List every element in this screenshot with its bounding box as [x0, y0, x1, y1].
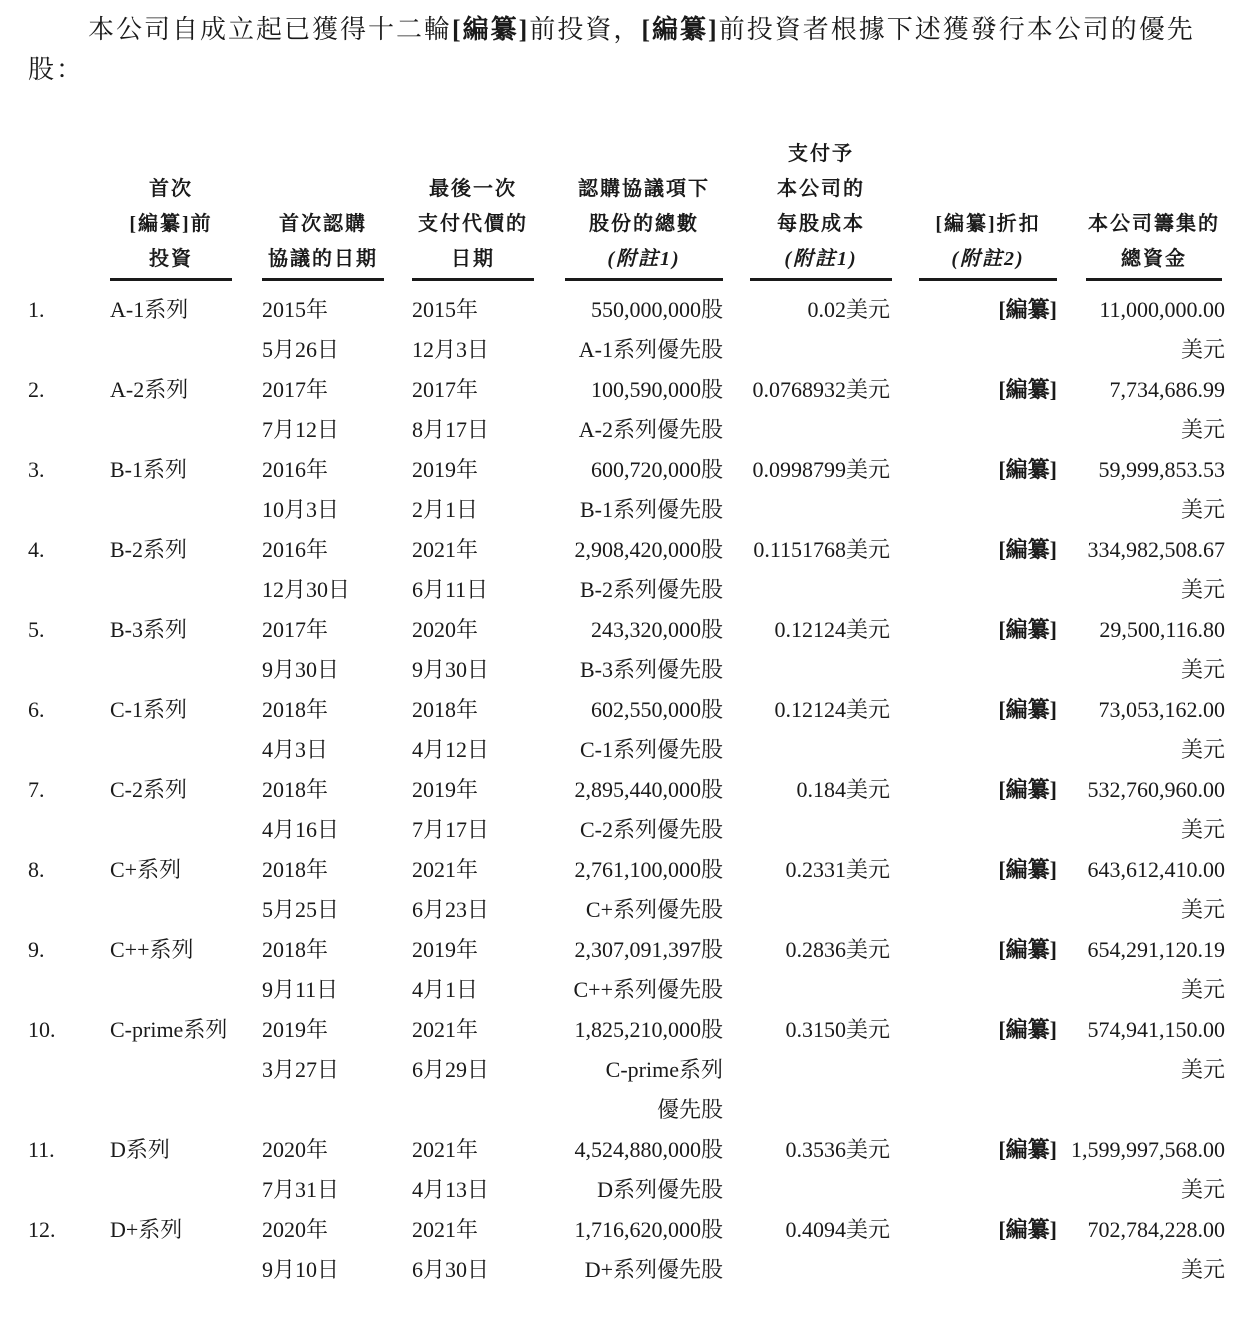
- total-shares: A-1系列優先股: [578, 337, 723, 362]
- last-payment-date: 4月1日: [412, 977, 479, 1002]
- funds-raised: 美元: [1180, 337, 1225, 362]
- first-subscription-date: 2018年: [262, 777, 329, 802]
- header-first-date-line2: 協議的日期: [268, 248, 378, 270]
- last-payment-date: 2021年: [412, 857, 479, 882]
- funds-raised: 美元: [1180, 977, 1225, 1002]
- row-number: 10.: [28, 1017, 56, 1042]
- row-number: 4.: [28, 537, 45, 562]
- total-shares: 1,716,620,000股: [574, 1217, 723, 1242]
- funds-raised: 1,599,997,568.00: [1071, 1137, 1225, 1162]
- header-cost-line3: 每股成本: [777, 213, 865, 235]
- header-series-line3: 投資: [149, 248, 193, 270]
- first-subscription-date: 2020年: [262, 1137, 329, 1162]
- series-name: D+系列: [110, 1217, 183, 1242]
- funds-raised: 532,760,960.00: [1087, 777, 1225, 802]
- header-last-date: [412, 172, 534, 277]
- first-subscription-date: 12月30日: [262, 577, 351, 602]
- discount-redacted: [編纂]: [998, 1217, 1057, 1242]
- total-shares: C-prime系列: [605, 1057, 723, 1082]
- header-rule-cost: [750, 278, 892, 281]
- funds-raised: 美元: [1180, 1257, 1225, 1282]
- row-number: 8.: [28, 857, 45, 882]
- discount-redacted: [編纂]: [998, 1017, 1057, 1042]
- total-shares: B-1系列優先股: [579, 497, 723, 522]
- last-payment-date: 2021年: [412, 1017, 479, 1042]
- first-subscription-date: 10月3日: [262, 497, 340, 522]
- first-subscription-date: 2016年: [262, 537, 329, 562]
- first-subscription-date: 2018年: [262, 857, 329, 882]
- header-rule-raised: [1086, 278, 1222, 281]
- cost-per-share: 0.0768932美元: [752, 377, 890, 402]
- header-shares-line2: 股份的總數: [589, 213, 699, 235]
- discount-redacted: [編纂]: [998, 617, 1057, 642]
- first-subscription-date: 2018年: [262, 697, 329, 722]
- funds-raised: 美元: [1180, 497, 1225, 522]
- discount-redacted: [編纂]: [998, 697, 1057, 722]
- header-cost: [750, 137, 892, 277]
- header-rule-last-date: [412, 278, 534, 281]
- series-name: C+系列: [110, 857, 182, 882]
- last-payment-date: 6月30日: [412, 1257, 490, 1282]
- row-number: 12.: [28, 1217, 56, 1242]
- last-payment-date: 2021年: [412, 1137, 479, 1162]
- cost-per-share: 0.4094美元: [785, 1217, 890, 1242]
- series-name: C-1系列: [110, 697, 188, 722]
- cost-per-share: 0.3150美元: [785, 1017, 890, 1042]
- last-payment-date: 8月17日: [412, 417, 490, 442]
- funds-raised: 7,734,686.99: [1109, 377, 1225, 402]
- last-payment-date: 6月29日: [412, 1057, 490, 1082]
- header-cost-line1: 支付予: [788, 143, 854, 165]
- funds-raised: 11,000,000.00: [1099, 297, 1225, 322]
- first-subscription-date: 4月16日: [262, 817, 340, 842]
- intro-text-3: 前投資者根據下述獲發行本公司的優先股：: [28, 15, 1195, 84]
- header-last-date-line1: 最後一次: [429, 178, 517, 200]
- series-name: A-1系列: [110, 297, 189, 322]
- total-shares: C+系列優先股: [585, 897, 723, 922]
- funds-raised: 643,612,410.00: [1087, 857, 1225, 882]
- first-subscription-date: 2018年: [262, 937, 329, 962]
- header-series-line1: 首次: [149, 178, 193, 200]
- total-shares: C++系列優先股: [573, 977, 723, 1002]
- series-name: B-2系列: [110, 537, 188, 562]
- last-payment-date: 12月3日: [412, 337, 490, 362]
- cost-per-share: 0.2836美元: [785, 937, 890, 962]
- cost-per-share: 0.02美元: [807, 297, 890, 322]
- total-shares: A-2系列優先股: [578, 417, 723, 442]
- last-payment-date: 2021年: [412, 1217, 479, 1242]
- funds-raised: 574,941,150.00: [1087, 1017, 1225, 1042]
- first-subscription-date: 7月31日: [262, 1177, 340, 1202]
- last-payment-date: 4月12日: [412, 737, 490, 762]
- last-payment-date: 2015年: [412, 297, 479, 322]
- row-number: 5.: [28, 617, 45, 642]
- row-number: 3.: [28, 457, 45, 482]
- last-payment-date: 7月17日: [412, 817, 490, 842]
- first-subscription-date: 4月3日: [262, 737, 329, 762]
- row-number: 6.: [28, 697, 45, 722]
- total-shares: 4,524,880,000股: [574, 1137, 723, 1162]
- last-payment-date: 2019年: [412, 937, 479, 962]
- header-rule-discount: [919, 278, 1057, 281]
- cost-per-share: 0.0998799美元: [752, 457, 890, 482]
- total-shares: B-3系列優先股: [579, 657, 723, 682]
- cost-per-share: 0.12124美元: [774, 617, 890, 642]
- first-subscription-date: 2016年: [262, 457, 329, 482]
- series-name: B-3系列: [110, 617, 188, 642]
- series-name: B-1系列: [110, 457, 188, 482]
- last-payment-date: 2019年: [412, 777, 479, 802]
- header-shares-note: (附註1): [607, 248, 681, 270]
- funds-raised: 美元: [1180, 897, 1225, 922]
- total-shares: C-1系列優先股: [579, 737, 723, 762]
- header-first-date-line1: 首次認購: [279, 213, 367, 235]
- last-payment-date: 2018年: [412, 697, 479, 722]
- total-shares: C-2系列優先股: [579, 817, 723, 842]
- header-last-date-line3: 日期: [451, 248, 495, 270]
- series-name: C-2系列: [110, 777, 188, 802]
- header-discount-line1: [編纂]折扣: [935, 213, 1041, 235]
- header-raised-line2: 總資金: [1121, 248, 1187, 270]
- first-subscription-date: 2017年: [262, 617, 329, 642]
- total-shares: 100,590,000股: [590, 377, 723, 402]
- discount-redacted: [編纂]: [998, 377, 1057, 402]
- header-raised-line1: 本公司籌集的: [1088, 213, 1220, 235]
- last-payment-date: 2月1日: [412, 497, 479, 522]
- last-payment-date: 2019年: [412, 457, 479, 482]
- funds-raised: 美元: [1180, 1057, 1225, 1082]
- row-number: 9.: [28, 937, 45, 962]
- header-rule-first-date: [262, 278, 384, 281]
- funds-raised: 美元: [1180, 1177, 1225, 1202]
- first-subscription-date: 2015年: [262, 297, 329, 322]
- first-subscription-date: 5月26日: [262, 337, 340, 362]
- last-payment-date: 6月23日: [412, 897, 490, 922]
- series-name: C-prime系列: [110, 1017, 228, 1042]
- funds-raised: 美元: [1180, 577, 1225, 602]
- header-shares-line1: 認購協議項下: [578, 178, 710, 200]
- first-subscription-date: 7月12日: [262, 417, 340, 442]
- intro-text-1: 本公司自成立起已獲得十二輪: [88, 15, 453, 44]
- funds-raised: 702,784,228.00: [1087, 1217, 1225, 1242]
- discount-redacted: [編纂]: [998, 857, 1057, 882]
- funds-raised: 美元: [1180, 657, 1225, 682]
- header-cost-line2: 本公司的: [777, 178, 865, 200]
- total-shares: 2,761,100,000股: [574, 857, 723, 882]
- header-last-date-line2: 支付代價的: [418, 213, 528, 235]
- cost-per-share: 0.3536美元: [785, 1137, 890, 1162]
- total-shares: 2,895,440,000股: [574, 777, 723, 802]
- discount-redacted: [編纂]: [998, 937, 1057, 962]
- last-payment-date: 2021年: [412, 537, 479, 562]
- first-subscription-date: 3月27日: [262, 1057, 340, 1082]
- total-shares: 243,320,000股: [590, 617, 723, 642]
- header-rule-series: [110, 278, 232, 281]
- total-shares: D+系列優先股: [584, 1257, 723, 1282]
- discount-redacted: [編纂]: [998, 297, 1057, 322]
- intro-redacted-2: [編纂]: [641, 15, 719, 44]
- row-number: 1.: [28, 297, 45, 322]
- intro-paragraph: [28, 10, 1243, 90]
- funds-raised: 59,999,853.53: [1098, 457, 1225, 482]
- total-shares: 2,908,420,000股: [574, 537, 723, 562]
- header-raised: [1086, 207, 1222, 277]
- total-shares: 優先股: [656, 1097, 723, 1122]
- cost-per-share: 0.184美元: [796, 777, 890, 802]
- row-number: 7.: [28, 777, 45, 802]
- first-subscription-date: 2019年: [262, 1017, 329, 1042]
- header-discount: [919, 207, 1057, 277]
- header-discount-note: (附註2): [951, 248, 1025, 270]
- last-payment-date: 6月11日: [412, 577, 489, 602]
- discount-redacted: [編纂]: [998, 777, 1057, 802]
- first-subscription-date: 9月10日: [262, 1257, 340, 1282]
- funds-raised: 美元: [1180, 417, 1225, 442]
- discount-redacted: [編纂]: [998, 457, 1057, 482]
- total-shares: 1,825,210,000股: [574, 1017, 723, 1042]
- first-subscription-date: 2017年: [262, 377, 329, 402]
- intro-text-2: 前投資，: [529, 15, 642, 44]
- funds-raised: 334,982,508.67: [1087, 537, 1225, 562]
- cost-per-share: 0.12124美元: [774, 697, 890, 722]
- last-payment-date: 9月30日: [412, 657, 490, 682]
- total-shares: 550,000,000股: [590, 297, 723, 322]
- series-name: A-2系列: [110, 377, 189, 402]
- first-subscription-date: 5月25日: [262, 897, 340, 922]
- series-name: C++系列: [110, 937, 194, 962]
- funds-raised: 美元: [1180, 737, 1225, 762]
- discount-redacted: [編纂]: [998, 537, 1057, 562]
- total-shares: 2,307,091,397股: [574, 937, 723, 962]
- header-shares: [565, 172, 723, 277]
- header-cost-note: (附註1): [784, 248, 858, 270]
- total-shares: D系列優先股: [597, 1177, 723, 1202]
- header-series: [110, 172, 232, 277]
- funds-raised: 29,500,116.80: [1099, 617, 1225, 642]
- discount-redacted: [編纂]: [998, 1137, 1057, 1162]
- first-subscription-date: 9月11日: [262, 977, 339, 1002]
- header-first-date: [262, 207, 384, 277]
- funds-raised: 美元: [1180, 817, 1225, 842]
- last-payment-date: 2017年: [412, 377, 479, 402]
- row-number: 2.: [28, 377, 45, 402]
- total-shares: B-2系列優先股: [579, 577, 723, 602]
- row-number: 11.: [28, 1137, 55, 1162]
- series-name: D系列: [110, 1137, 170, 1162]
- first-subscription-date: 9月30日: [262, 657, 340, 682]
- header-rule-shares: [565, 278, 723, 281]
- funds-raised: 654,291,120.19: [1087, 937, 1225, 962]
- cost-per-share: 0.1151768美元: [753, 537, 890, 562]
- cost-per-share: 0.2331美元: [785, 857, 890, 882]
- last-payment-date: 2020年: [412, 617, 479, 642]
- total-shares: 600,720,000股: [590, 457, 723, 482]
- intro-redacted-1: [編纂]: [452, 15, 530, 44]
- first-subscription-date: 2020年: [262, 1217, 329, 1242]
- last-payment-date: 4月13日: [412, 1177, 490, 1202]
- header-series-line2: [編纂]前: [129, 213, 213, 235]
- funds-raised: 73,053,162.00: [1098, 697, 1225, 722]
- total-shares: 602,550,000股: [590, 697, 723, 722]
